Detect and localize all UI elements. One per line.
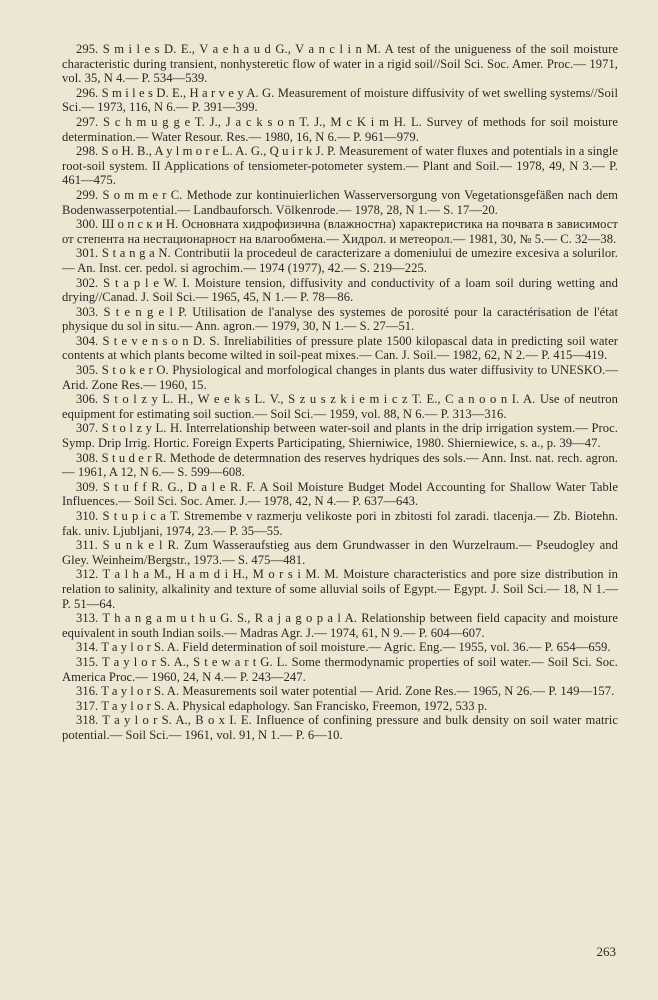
reference-entry: 302. S t a p l e W. I. Moisture tension, diffusivity and conductivity of a loam soil during wetting and drying//Canad. J. Soil Sci.— 1965, 45, N 1.— P. 78—86. <box>62 275 618 305</box>
reference-entry: 311. S u n k e l R. Zum Wasseraufstieg aus dem Grundwasser in den Wurzelraum.— Pseudogley and Gley. Weinheim/Bergstr., 1973.— S. 475—481. <box>62 538 618 567</box>
reference-entry: 307. S t o l z y L. H. Interrelationship between water-soil and plants in the drip irrigation system.— Proc. Symp. Drip Irrig. Hortic. Foreign Experts Participating, Shierniwice, 1980. Shierniewice, s. a., p. 39—47. <box>62 421 618 451</box>
reference-entry: 295. S m i l e s D. E., V a e h a u d G., V a n c l i n M. A test of the unigueness of the soil moisture characteristic during transient, nonhysteretic flow of water in a rigid soil//Soil Sci. Soc. Amer. Proc.— 1971, vol. 35, N 4.— P. 534—539. <box>62 42 618 86</box>
reference-entry: 314. T a y l o r S. A. Field determination of soil moisture.— Agric. Eng.— 1955, vol. 36.— P. 654—659. <box>76 640 611 655</box>
reference-entry: 304. S t e v e n s o n D. S. Inreliabilities of pressure plate 1500 kilopascal data in predicting soil water contents at which plants become wilted in soil-peat mixes.— Can. J. Soil.— 1982, 62, N 2.— P. 415—419. <box>62 333 618 363</box>
reference-entry: 298. S o H. B., A y l m o r e L. A. G., Q u i r k J. P. Measurement of water fluxes and potentials in a single root-soil system. II Applications of tensiometer-potometer system.— Plant and Soil.— 1978, 49, N 3.— P. 461—475. <box>62 144 618 188</box>
reference-entry: 309. S t u f f R. G., D a l e R. F. A Soil Moisture Budget Model Accounting for Shallow Water Table Influences.— Soil Sci. Soc. Amer. J.— 1978, 42, N 4.— P. 637—643. <box>62 479 618 509</box>
reference-entry: 312. T a l h a M., H a m d i H., M o r s i M. M. Moisture characteristics and pore size distribution in relation to salinity, alkalinity and texture of some alluvial soils of Egypt.— Egypt. J. Soil Sci.— 18, N 1.— P. 51—64. <box>62 567 618 611</box>
reference-entry: 310. S t u p i c a T. Stremembe v razmerju velikoste pori in zbitosti fol zaradi. tlacenja.— Zb. Biotehn. fak. univ. Ljubljani, 1974, 23.— P. 35—55. <box>62 509 618 538</box>
reference-entry: 305. S t o k e r O. Physiological and morfological changes in plants dus water diffusivity to UNESKO.— Arid. Zone Res.— 1960, 15. <box>62 363 618 392</box>
reference-entry: 313. T h a n g a m u t h u G. S., R a j a g o p a l A. Relationship between field capacity and moisture equivalent in south Indian soils.— Madras Agr. J.— 1974, 61, N 9.— P. 604—607. <box>62 611 618 640</box>
reference-list <box>62 42 618 743</box>
reference-entry: 299. S o m m e r C. Methode zur kontinuierlichen Wasserversorgung von Vegetationsgefäßen nach dem Bodenwasserpotential.— Landbauforsch. Völkenrode.— 1978, 28, N 1.— S. 17—20. <box>62 187 618 217</box>
reference-entry: 303. S t e n g e l P. Utilisation de l'analyse des systemes de porosité pour la caractérisation de l'état physique du sol in situ.— Ann. agron.— 1979, 30, N 1.— S. 27—51. <box>62 304 618 334</box>
reference-entry: 308. S t u d e r R. Methode de determnation des reserves hydriques des sols.— Ann. Inst. nat. rech. agron.— 1961, A 12, N 6.— S. 599—608. <box>62 450 618 480</box>
reference-entry: 318. T a y l o r S. A., B o x I. E. Influence of confining pressure and bulk density on soil water matric potential.— Soil Sci.— 1961, vol. 91, N 1.— P. 6—10. <box>62 713 618 742</box>
reference-entry: 316. T a y l o r S. A. Measurements soil water potential — Arid. Zone Res.— 1965, N 26.— P. 149—157. <box>76 684 615 699</box>
reference-entry: 315. T a y l o r S. A., S t e w a r t G. L. Some thermodynamic properties of soil water.— Soil Sci. Soc. America Proc.— 1960, 24, N 4.— P. 243—247. <box>62 654 618 684</box>
page-number: 263 <box>596 944 616 959</box>
reference-entry: 306. S t o l z y L. H., W e e k s L. V., S z u s z k i e m i c z T. E., C a n o o n I. A. Use of neutron equipment for estimating soil suction.— Soil Sci.— 1959, vol. 88, N 6.— P. 313—316. <box>62 392 618 421</box>
reference-entry: 297. S c h m u g g e T. J., J a c k s o n T. J., M c K i m H. L. Survey of methods for soil moisture determination.— Water Resour. Res.— 1980, 16, N 6.— P. 961—979. <box>62 114 618 144</box>
reference-entry: 317. T a y l o r S. A. Physical edaphology. San Francisko, Freemon, 1972, 533 p. <box>76 698 488 713</box>
reference-entry: 300. Ш о п с к и Н. Основната хидрофизична (влажностна) характеристика на почвата в зависимост от степента на нестационарност на влагообмена.— Хидрол. и метеорол.— 1981, 30, № 5.— С. 32—38. <box>62 217 618 246</box>
reference-entry: 301. S t a n g a N. Contributii la procedeul de caracterizare a domeniului de umezire excesiva a solurilor.— An. Inst. cer. pedol. si agrochim.— 1974 (1977), 42.— S. 219—225. <box>62 246 618 275</box>
reference-entry: 296. S m i l e s D. E., H a r v e y A. G. Measurement of moisture diffusivity of wet swelling systems//Soil Sci.— 1973, 116, N 6.— P. 391—399. <box>62 85 618 115</box>
